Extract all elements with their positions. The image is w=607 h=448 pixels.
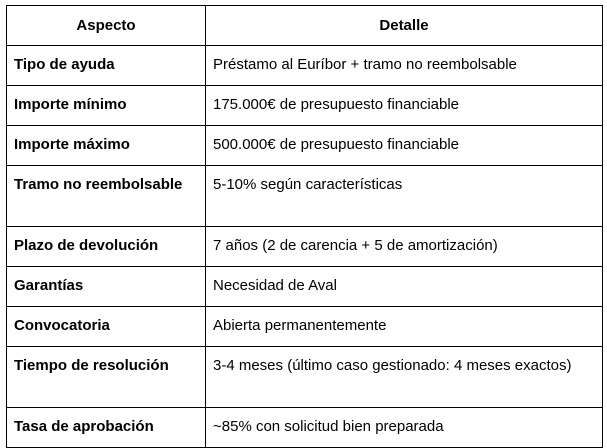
row-aspect: Tramo no reembolsable (7, 166, 206, 227)
table-row (7, 347, 603, 408)
summary-table (6, 5, 603, 448)
row-aspect: Plazo de devolución (7, 227, 206, 267)
row-aspect: Importe mínimo (7, 86, 206, 126)
table-row (7, 267, 603, 307)
row-detail: Abierta permanentemente (206, 307, 603, 347)
row-detail: 175.000€ de presupuesto financiable (206, 86, 603, 126)
row-aspect: Tasa de aprobación (7, 408, 206, 448)
table-row (7, 46, 603, 86)
header-detalle: Detalle (206, 6, 603, 46)
table-row (7, 227, 603, 267)
table-row (7, 307, 603, 347)
table-row (7, 126, 603, 166)
row-detail: 500.000€ de presupuesto financiable (206, 126, 603, 166)
row-aspect: Tiempo de resolución (7, 347, 206, 408)
table-row (7, 86, 603, 126)
row-detail: Préstamo al Euríbor + tramo no reembolsable (206, 46, 603, 86)
row-aspect: Importe máximo (7, 126, 206, 166)
row-aspect: Garantías (7, 267, 206, 307)
row-aspect: Convocatoria (7, 307, 206, 347)
table-header-row (7, 6, 603, 46)
table-row (7, 408, 603, 448)
row-detail: Necesidad de Aval (206, 267, 603, 307)
row-detail: 5-10% según características (206, 166, 603, 227)
summary-table-container (6, 5, 602, 448)
header-aspecto: Aspecto (7, 6, 206, 46)
table-row (7, 166, 603, 227)
row-detail: 3-4 meses (último caso gestionado: 4 meses exactos) (206, 347, 603, 408)
row-detail: 7 años (2 de carencia + 5 de amortización) (206, 227, 603, 267)
row-aspect: Tipo de ayuda (7, 46, 206, 86)
row-detail: ~85% con solicitud bien preparada (206, 408, 603, 448)
